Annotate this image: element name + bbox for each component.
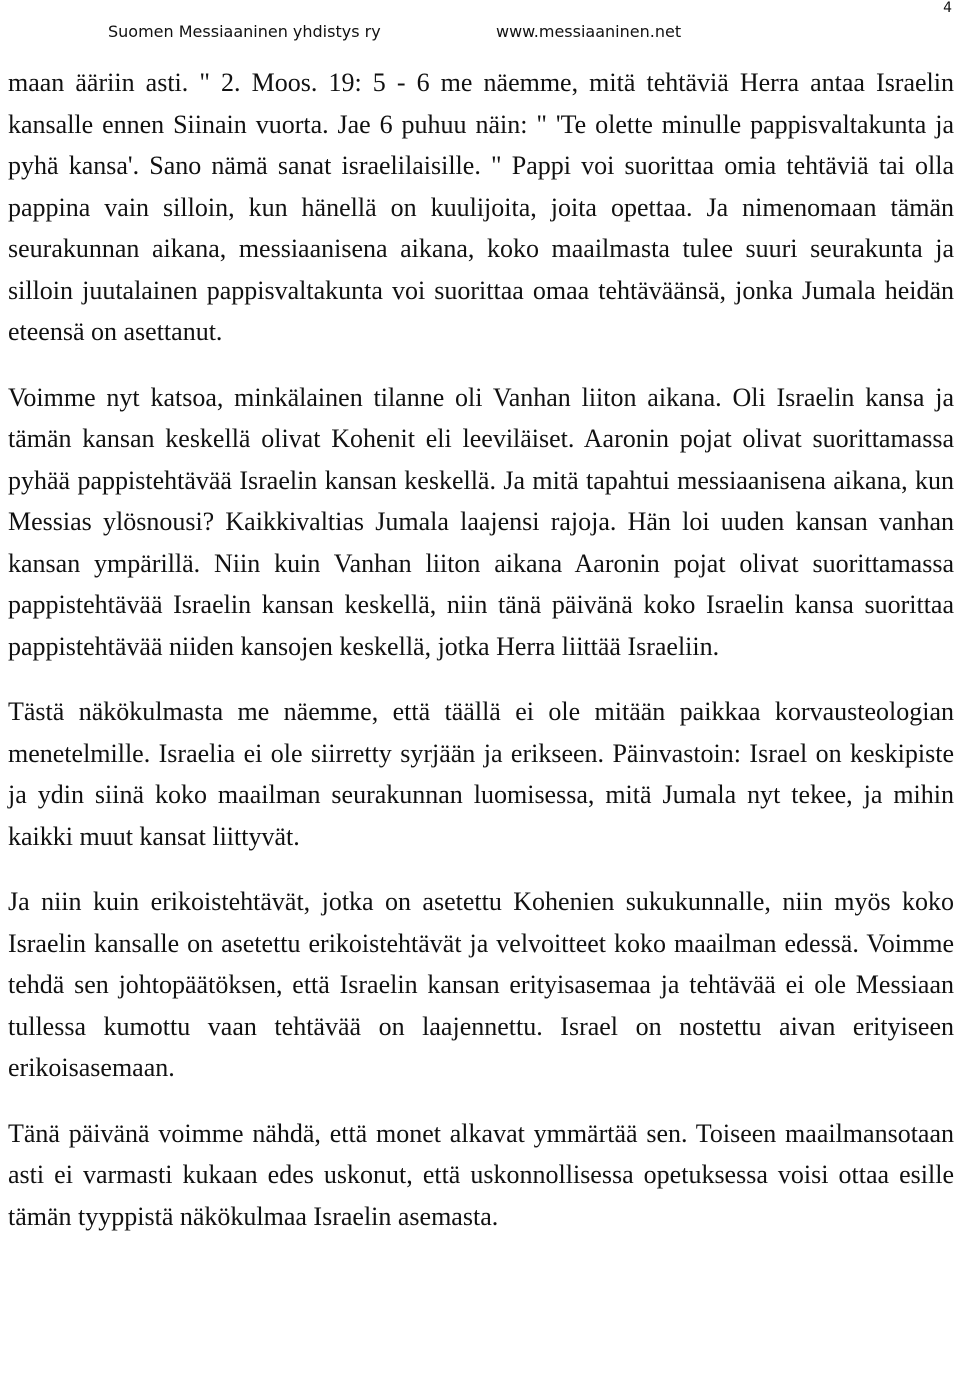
page-number: 4 [943, 0, 952, 16]
page-header [108, 22, 952, 48]
header-organization: Suomen Messiaaninen yhdistys ry [108, 22, 381, 41]
paragraph: Voimme nyt katsoa, minkälainen tilanne oli Vanhan liiton aikana. Oli Israelin kansa ja tämän kansan keskellä olivat Kohenit eli leeviläiset. Aaronin pojat olivat suorittamassa pyhää pappistehtävää Israelin kansan keskellä. Ja mitä tapahtui messiaanisena aikana, kun Messias ylösnousi? Kaikkivaltias Jumala laajensi rajoja. Hän loi uuden kansan vanhan kansan ympärillä. Niin kuin Vanhan liiton aikana Aaronin pojat olivat suorittamassa pappistehtävää Israelin kansan keskellä, niin tänä päivänä koko Israelin kansa suorittaa pappistehtävää niiden kansojen keskellä, jotka Herra liittää Israeliin. [8, 382, 954, 661]
paragraph: Ja niin kuin erikoistehtävät, jotka on asetettu Kohenien sukukunnalle, niin myös koko Israelin kansalle on asetettu erikoistehtävät ja velvoitteet koko maailman edessä. Voimme tehdä sen johtopäätöksen, että Israelin kansan erityisasemaa ja tehtävää ei ole Messiaan tullessa kumottu vaan tehtävää on laajennettu. Israel on nostettu aivan erityiseen erikoisasemaan. [8, 887, 954, 1082]
paragraph: maan ääriin asti. " 2. Moos. 19: 5 - 6 me näemme, mitä tehtäviä Herra antaa Israelin kansalle ennen Siinain vuorta. Jae 6 puhuu näin: " 'Te olette minulle pappisvaltakunta ja pyhä kansa'. Sano nämä sanat israelilaisille. " Pappi voi suorittaa omia tehtäviä tai olla pappina vain silloin, kun hänellä on kuulijoita, joita opettaa. Ja nimenomaan tämän seurakunnan aikana, messiaanisena aikana, koko maailmasta tulee suuri seurakunta ja silloin juutalainen pappisvaltakunta voi suorittaa omaa tehtäväänsä, jonka Jumala heidän eteensä on asettanut. [8, 68, 954, 346]
header-website: www.messiaaninen.net [496, 22, 682, 41]
paragraph: Tästä näkökulmasta me näemme, että täällä ei ole mitään paikkaa korvausteologian menetelmille. Israelia ei ole siirretty syrjään ja erikseen. Päinvastoin: Israel on keskipiste ja ydin siinä koko maailman seurakunnan luomisessa, mitä Jumala nyt tekee, ja mihin kaikki muut kansat liittyvät. [8, 697, 954, 851]
document-body [8, 62, 954, 1237]
paragraph: Tänä päivänä voimme nähdä, että monet alkavat ymmärtää sen. Toiseen maailmansotaan asti ei varmasti kukaan edes uskonut, että uskonnollisessa opetuksessa voisi ottaa esille tämän tyyppistä näkökulmaa Israelin asemasta. [8, 1118, 954, 1231]
